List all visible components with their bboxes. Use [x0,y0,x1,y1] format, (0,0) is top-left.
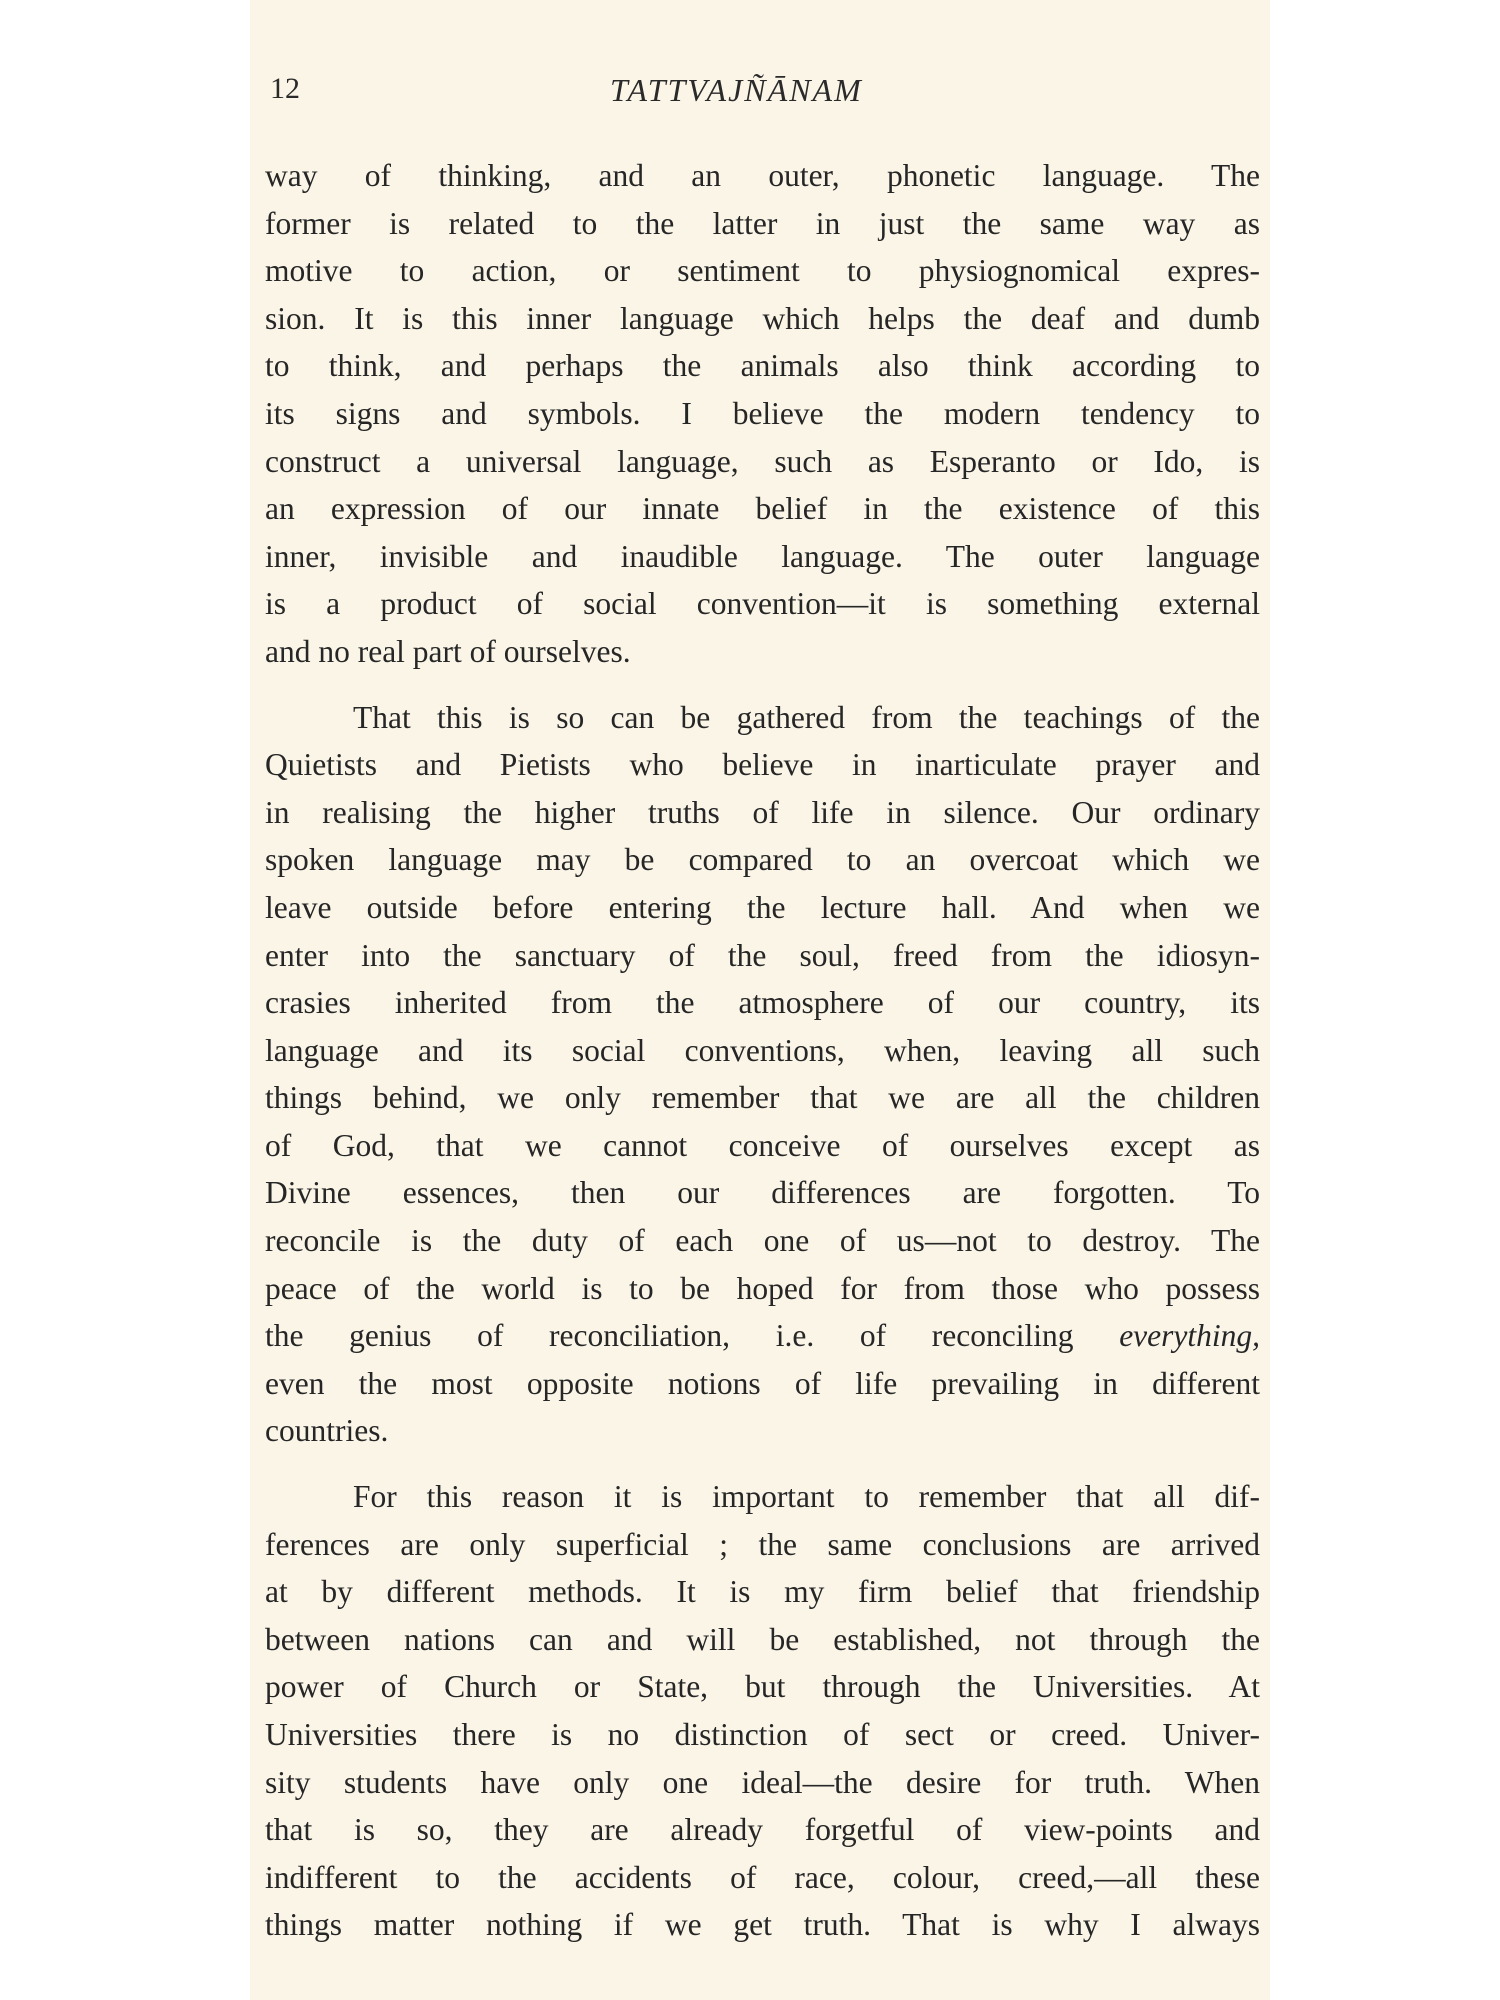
paragraph-gap [265,1455,1260,1473]
page-body [265,152,1260,1949]
text-line: an expression of our innate belief in the existence of this [265,491,1260,527]
text-line: power of Church or State, but through the Universities. At [265,1669,1260,1705]
text-line: that is so, they are already forgetful of view-points and [265,1812,1260,1848]
text-line: For this reason it is important to remember that all dif- [353,1479,1260,1515]
paragraph-2 [265,694,1260,1456]
text-line: spoken language may be compared to an overcoat which we [265,842,1260,878]
text-line: to think, and perhaps the animals also think according to [265,348,1260,384]
text-line: its signs and symbols. I believe the modern tendency to [265,395,1260,431]
text-line: and no real part of ourselves. [265,633,631,669]
text-line: ferences are only superficial ; the same conclusions are arrived [265,1526,1260,1562]
text-line: way of thinking, and an outer, phonetic language. The [265,158,1260,193]
paragraph-1 [265,152,1260,676]
text-line: at by different methods. It is my firm belief that friendship [265,1574,1260,1610]
text-line: countries. [265,1413,389,1449]
text-line: in realising the higher truths of life in silence. Our ordinary [265,794,1260,830]
text-line: between nations can and will be established, not through the [265,1621,1260,1657]
page-header [270,72,1260,122]
text-line: indifferent to the accidents of race, colour, creed,—all these [265,1859,1260,1895]
text-line: things matter nothing if we get truth. That is why I always [265,1907,1260,1943]
text-line: peace of the world is to be hoped for from those who possess [265,1270,1260,1306]
text-line: motive to action, or sentiment to physiognomical expres- [265,253,1260,289]
text-line: Universities there is no distinction of sect or creed. Univer- [265,1717,1260,1752]
text-segment: the genius of reconciliation, i.e. of reconciling [265,1318,1120,1354]
running-head: TATTVAJÑĀNAM [610,72,863,108]
text-line: inner, invisible and inaudible language. The outer language [265,538,1260,574]
text-line: That this is so can be gathered from the teachings of the [353,699,1260,735]
text-line-with-emphasis [265,1312,1260,1360]
paragraph-3 [265,1473,1260,1949]
text-line: enter into the sanctuary of the soul, freed from the idiosyn- [265,937,1260,973]
page-number: 12 [270,72,300,105]
text-line: reconcile is the duty of each one of us—not to destroy. The [265,1223,1260,1259]
text-line: leave outside before entering the lecture hall. And when we [265,889,1260,925]
text-line: former is related to the latter in just the same way as [265,205,1260,241]
emphasized-word: everything, [1119,1318,1260,1354]
text-line: sion. It is this inner language which helps the deaf and dumb [265,300,1260,336]
text-line: of God, that we cannot conceive of ourselves except as [265,1127,1260,1163]
text-line: things behind, we only remember that we are all the children [265,1080,1260,1116]
text-line: sity students have only one ideal—the desire for truth. When [265,1764,1260,1800]
text-line: Divine essences, then our differences are forgotten. To [265,1175,1260,1211]
text-line: even the most opposite notions of life prevailing in different [265,1365,1260,1401]
text-line: Quietists and Pietists who believe in inarticulate prayer and [265,747,1260,783]
text-line: construct a universal language, such as Esperanto or Ido, is [265,443,1260,479]
paragraph-gap [265,676,1260,694]
text-line: is a product of social convention—it is something external [265,586,1260,622]
text-line: language and its social conventions, when, leaving all such [265,1032,1260,1068]
text-line: crasies inherited from the atmosphere of our country, its [265,985,1260,1021]
